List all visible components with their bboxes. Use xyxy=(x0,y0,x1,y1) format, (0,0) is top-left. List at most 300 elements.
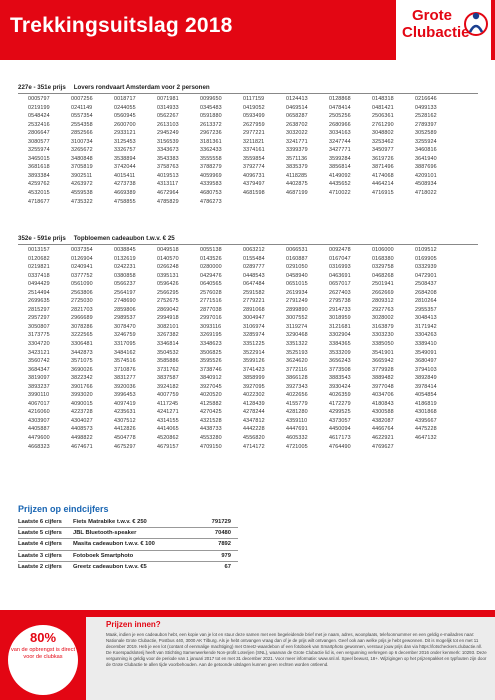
winning-number: 3285974 xyxy=(243,332,265,339)
winning-number: 4174068 xyxy=(372,172,394,179)
winning-number: 0241149 xyxy=(71,104,93,111)
winning-number: 0314933 xyxy=(157,104,179,111)
winning-number: 4067017 xyxy=(28,400,50,407)
winning-number: 4015411 xyxy=(114,172,136,179)
winning-number: 4090015 xyxy=(71,400,93,407)
winning-number: 4026359 xyxy=(329,392,351,399)
winning-number: 4668323 xyxy=(28,443,50,450)
winning-number: 0117159 xyxy=(243,96,265,102)
winning-number: 4155779 xyxy=(286,400,308,407)
winning-number: 3465015 xyxy=(28,155,50,162)
winning-number: 3858999 xyxy=(243,375,265,382)
logo-line-2: Clubactie xyxy=(402,24,470,41)
divider xyxy=(18,93,478,94)
winning-number: 2933121 xyxy=(114,130,136,137)
row-label: Laatste 2 cijfers xyxy=(18,563,62,570)
winning-number: 3052589 xyxy=(415,130,437,137)
winning-number: 0560945 xyxy=(114,113,136,120)
winning-number: 0038845 xyxy=(114,247,136,253)
winning-number: 3837587 xyxy=(157,375,179,382)
winning-number: 4679157 xyxy=(157,443,179,450)
winning-number: 4259762 xyxy=(28,181,50,188)
winning-number: 3831277 xyxy=(114,375,136,382)
winning-number: 3106974 xyxy=(243,323,265,330)
winning-number: 4395667 xyxy=(415,417,437,424)
winning-number: 2680966 xyxy=(329,121,351,128)
winning-number: 2532416 xyxy=(28,121,50,128)
winning-number: 0593499 xyxy=(243,113,265,120)
winning-number: 3779928 xyxy=(372,366,394,373)
winning-number: 2514494 xyxy=(28,289,50,296)
winning-number: 3348623 xyxy=(200,341,222,348)
winning-number: 3883543 xyxy=(329,375,351,382)
winning-number: 3977048 xyxy=(372,383,394,390)
winning-number: 2725030 xyxy=(71,298,93,305)
winning-number: 2563806 xyxy=(71,289,93,296)
winning-number: 4307512 xyxy=(114,417,136,424)
winning-number: 2505256 xyxy=(329,113,351,120)
winning-number: 3082101 xyxy=(157,323,179,330)
winning-number: 0071981 xyxy=(157,96,179,102)
eindcijfers-table xyxy=(18,517,238,572)
winning-number: 0651015 xyxy=(286,281,308,288)
winning-number: 0658287 xyxy=(286,113,308,120)
winning-number: 3543383 xyxy=(157,155,179,162)
winning-number: 3351225 xyxy=(243,341,265,348)
winning-number: 0169905 xyxy=(415,255,437,262)
winning-number: 3265672 xyxy=(71,147,93,154)
row-prize: Greetz cadeaubon t.w.v. €5 xyxy=(73,563,147,570)
winning-number: 4007759 xyxy=(157,392,179,399)
winning-number: 3423121 xyxy=(28,349,50,356)
winning-number: 0092478 xyxy=(329,247,351,253)
winning-number: 3093116 xyxy=(200,323,222,330)
winning-number: 2699635 xyxy=(28,298,50,305)
winning-number: 3241771 xyxy=(286,138,308,145)
logo-wordmark xyxy=(402,7,470,41)
winning-number: 0380858 xyxy=(114,272,136,279)
winning-number: 2891068 xyxy=(243,306,265,313)
winning-number: 3034163 xyxy=(329,130,351,137)
row-label: Laatste 5 cijfers xyxy=(18,530,62,537)
winning-number: 3560742 xyxy=(28,358,50,365)
winning-number: 2989537 xyxy=(114,315,136,322)
winning-number: 3742044 xyxy=(114,164,136,171)
winning-number: 2591582 xyxy=(243,289,265,296)
winning-number: 3690026 xyxy=(71,366,93,373)
section-prize: Topbloemen cadeaubon t.w.v. € 25 xyxy=(73,235,175,242)
winning-number: 3892849 xyxy=(415,375,437,382)
winning-number: 3374161 xyxy=(243,147,265,154)
winning-number: 0244055 xyxy=(114,104,136,111)
winning-number: 3343673 xyxy=(157,147,179,154)
winning-number: 4059969 xyxy=(200,172,222,179)
winning-number: 0126904 xyxy=(71,255,93,262)
winning-number: 2821703 xyxy=(71,306,93,313)
eindcijfers-row xyxy=(18,561,238,572)
winning-number: 0499133 xyxy=(415,104,437,111)
winning-number: 3731762 xyxy=(157,366,179,373)
winning-number: 3119274 xyxy=(286,323,308,330)
winning-number: 2789397 xyxy=(415,121,437,128)
winning-number: 4553280 xyxy=(200,435,222,442)
winning-number: 0591880 xyxy=(200,113,222,120)
winning-number: 0458940 xyxy=(286,272,308,279)
winning-number: 2869042 xyxy=(157,306,179,313)
winning-number: 3788279 xyxy=(200,164,222,171)
winning-number: 3794103 xyxy=(415,366,437,373)
winning-number: 2501941 xyxy=(372,281,394,288)
winning-number: 0037354 xyxy=(71,247,93,253)
winning-number: 2877038 xyxy=(200,306,222,313)
winning-number: 3555558 xyxy=(200,155,222,162)
winning-number: 4559538 xyxy=(71,190,93,197)
winning-number: 4504778 xyxy=(114,435,136,442)
winning-number: 0469514 xyxy=(286,104,308,111)
winning-number: 4278244 xyxy=(243,409,265,416)
winning-number: 4379497 xyxy=(243,181,265,188)
winning-number: 3665942 xyxy=(372,358,394,365)
winning-number: 3181361 xyxy=(200,138,222,145)
winning-number: 2815297 xyxy=(28,306,50,313)
winning-number: 0596426 xyxy=(157,281,179,288)
row-prize: Fotoboek Smartphoto xyxy=(73,552,134,559)
winning-number: 4718677 xyxy=(28,198,50,205)
winning-number: 4117245 xyxy=(157,400,179,407)
winning-number: 4209101 xyxy=(415,172,437,179)
winning-number: 3078286 xyxy=(71,323,93,330)
winning-number: 3619726 xyxy=(372,155,394,162)
winning-number: 0419052 xyxy=(243,104,265,111)
winning-number: 0140570 xyxy=(157,255,179,262)
winning-number: 2966689 xyxy=(71,315,93,322)
winning-number: 3585886 xyxy=(157,358,179,365)
winning-number: 2613103 xyxy=(157,121,179,128)
winning-number: 3758763 xyxy=(157,164,179,171)
winning-number: 2761290 xyxy=(372,121,394,128)
winning-number: 4520862 xyxy=(157,435,179,442)
winning-number: 2576028 xyxy=(200,289,222,296)
winning-number: 4438733 xyxy=(200,426,222,433)
winning-number: 3684347 xyxy=(28,366,50,373)
eindcijfers-row xyxy=(18,538,238,549)
winning-number: 3710876 xyxy=(114,366,136,373)
winning-number: 4408573 xyxy=(71,426,93,433)
winning-number: 4022656 xyxy=(286,392,308,399)
winning-number: 2806647 xyxy=(28,130,50,137)
winning-number: 0219821 xyxy=(28,264,50,271)
winning-number: 3574516 xyxy=(114,358,136,365)
winning-number: 3889482 xyxy=(372,375,394,382)
winning-number: 4674671 xyxy=(71,443,93,450)
winning-number: 4235631 xyxy=(114,409,136,416)
winning-number: 0657017 xyxy=(329,281,351,288)
winning-number: 3549091 xyxy=(415,349,437,356)
winning-number: 4735322 xyxy=(71,198,93,205)
winning-number: 2508437 xyxy=(415,281,437,288)
winning-number: 3173775 xyxy=(28,332,50,339)
winning-number: 3559854 xyxy=(243,155,265,162)
winning-number: 3996453 xyxy=(114,392,136,399)
winning-number: 4303907 xyxy=(28,417,50,424)
row-label: Laatste 3 cijfers xyxy=(18,552,62,559)
winning-number: 3253462 xyxy=(372,138,394,145)
winning-number: 4022302 xyxy=(243,392,265,399)
winning-number: 2945249 xyxy=(157,130,179,137)
winning-number: 0099650 xyxy=(200,96,222,102)
winning-number: 0280000 xyxy=(200,264,222,271)
winning-number: 2899890 xyxy=(286,306,308,313)
winning-number: 4687199 xyxy=(286,190,308,197)
divider xyxy=(18,244,478,245)
prize-section-1 xyxy=(18,83,478,206)
winning-number: 0647484 xyxy=(243,281,265,288)
section-header xyxy=(18,83,478,92)
eindcijfers-row xyxy=(18,527,238,538)
winning-number: 2997016 xyxy=(200,315,222,322)
winning-number: 3624620 xyxy=(286,358,308,365)
winning-number: 0561090 xyxy=(71,281,93,288)
winning-number: 4223728 xyxy=(71,409,93,416)
winning-number: 3317095 xyxy=(114,341,136,348)
winning-number: 4186819 xyxy=(415,400,437,407)
winning-number: 3741423 xyxy=(243,366,265,373)
winning-number: 4304027 xyxy=(71,417,93,424)
winning-number: 3840912 xyxy=(200,375,222,382)
winning-number: 4412826 xyxy=(114,426,136,433)
winning-number: 3362433 xyxy=(200,147,222,154)
badge-text: van de opbrengst is direct voor de clubkas xyxy=(10,647,76,660)
section-range: 352e - 591e prijs xyxy=(18,235,66,242)
winning-number: 4299525 xyxy=(329,409,351,416)
winning-number: 3302904 xyxy=(329,332,351,339)
winning-number: 2927763 xyxy=(372,306,394,313)
winning-number: 0066531 xyxy=(286,247,308,253)
winning-number: 0007256 xyxy=(71,96,93,102)
winning-number: 3705819 xyxy=(71,164,93,171)
winning-number: 4405887 xyxy=(28,426,50,433)
winning-number: 0329758 xyxy=(372,264,394,271)
winning-number: 3460816 xyxy=(415,147,437,154)
winning-number: 3571136 xyxy=(286,155,308,162)
row-label: Laatste 6 cijfers xyxy=(18,519,62,526)
winning-number: 3893237 xyxy=(28,383,50,390)
winning-number: 4617173 xyxy=(329,435,351,442)
winning-number: 2528162 xyxy=(415,113,437,120)
winning-number: 2859806 xyxy=(114,306,136,313)
winning-number: 3304263 xyxy=(415,332,437,339)
winning-number: 3738746 xyxy=(200,366,222,373)
winning-number: 4508934 xyxy=(415,181,437,188)
winning-number: 0167047 xyxy=(329,255,351,262)
winning-number: 4556820 xyxy=(243,435,265,442)
winning-number: 4321528 xyxy=(200,417,222,424)
winning-number: 2791249 xyxy=(286,298,308,305)
row-number: 67 xyxy=(224,563,231,570)
winning-number: 0377752 xyxy=(71,272,93,279)
winning-number: 3822342 xyxy=(71,375,93,382)
winning-number: 3835379 xyxy=(286,164,308,171)
winning-number: 4718022 xyxy=(415,190,437,197)
row-prize: JBL Bluetooth-speaker xyxy=(73,530,137,537)
winning-number: 4464214 xyxy=(372,181,394,188)
winning-number: 4721005 xyxy=(286,443,308,450)
winning-number: 4019513 xyxy=(157,172,179,179)
info-text: Maak, indien je een cadeaubon hebt, een kopie van je lot en stuur deze samen met een begeleidende brief met je naam, adres, woonplaats, telefoonnummer en een geldig e-mailadres naar: Nationale Grote Clubactie, Postbus 440, 3000 AK Tilburg. Als je hebt ontvangen vraag dan of je de prijs wilt ontvangen. Geef ook aan welke prijs je hebt gewonnen. Dit is mogelijk tot en met 11 december 2019. Heb je een lot (contant of eenmalige machtiging) met Greetz-waardebon of een fotoboek van Smartphoto gewonnen, verstuur jouw prijs dan via https://lotscheckers.clubactie.nl/. De Koerspadsloterij heeft van Stichting Samenwerkende Non-profit Loterijen (SNL), waarvan de Grote Clubactie lid is, een vergunning verkregen op 6 december 2016 onder kenmerk: 10293. Deze vergunning is geldig voor de periode van 1 januari 2017 tot en met 31 december 2021. Voor meer informatie: www.snl.nl. Speel bewust, 18+. Wijzigingen op het prijzenpakket en typfouten zijn door de Grote Clubactie te allen tijde voorbehouden. Aan de getoonde uitslagen kunnen geen rechten worden ontleend. xyxy=(106,632,487,668)
winning-number: 0557354 xyxy=(71,113,93,120)
winning-number: 2957297 xyxy=(28,315,50,322)
winning-number: 4180843 xyxy=(372,400,394,407)
winning-number: 3050807 xyxy=(28,323,50,330)
winning-number: 2566295 xyxy=(157,289,179,296)
winning-number: 4054854 xyxy=(415,392,437,399)
winning-number: 3246759 xyxy=(114,332,136,339)
winning-number: 0345483 xyxy=(200,104,222,111)
winning-number: 2810264 xyxy=(415,298,437,305)
winning-number: 3269195 xyxy=(200,332,222,339)
winning-number: 3211821 xyxy=(243,138,265,145)
winning-number: 0291050 xyxy=(286,264,308,271)
winning-number: 3004947 xyxy=(243,315,265,322)
winning-number: 4314155 xyxy=(157,417,179,424)
winning-number: 0013157 xyxy=(28,247,50,253)
winning-number: 0429476 xyxy=(200,272,222,279)
winning-number: 4450094 xyxy=(329,426,351,433)
winning-number: 3484162 xyxy=(114,349,136,356)
winning-number: 0266248 xyxy=(157,264,179,271)
row-label: Laatste 4 cijfers xyxy=(18,541,62,548)
winning-number: 2977221 xyxy=(243,130,265,137)
winning-number: 3525193 xyxy=(286,349,308,356)
winning-number: 2795738 xyxy=(329,298,351,305)
row-prize: Masita cadeaubon t.w.v. € 100 xyxy=(73,541,155,548)
winning-number: 3048802 xyxy=(372,130,394,137)
winning-number: 3100734 xyxy=(71,138,93,145)
winning-number: 4270425 xyxy=(200,409,222,416)
winning-number: 4709150 xyxy=(200,443,222,450)
winning-number: 4313117 xyxy=(157,181,179,188)
winning-number: 4149092 xyxy=(329,172,351,179)
winning-number: 2752675 xyxy=(157,298,179,305)
winning-number: 3346814 xyxy=(157,341,179,348)
winning-number: 2994918 xyxy=(157,315,179,322)
winning-number: 0155484 xyxy=(243,255,265,262)
winning-number: 3078470 xyxy=(114,323,136,330)
winning-number: 4786273 xyxy=(200,198,222,205)
winning-number: 3306481 xyxy=(71,341,93,348)
winning-number: 0128868 xyxy=(329,96,351,102)
winning-numbers-grid xyxy=(18,95,478,206)
winning-number: 0640565 xyxy=(200,281,222,288)
section-prize: Lovers rondvaart Amsterdam voor 2 personen xyxy=(73,84,210,91)
winning-number: 4714172 xyxy=(243,443,265,450)
row-number: 979 xyxy=(221,552,231,559)
winning-number: 3290468 xyxy=(286,332,308,339)
winning-number: 4301868 xyxy=(415,409,437,416)
winning-number: 3927343 xyxy=(286,383,308,390)
row-number: 7892 xyxy=(218,541,231,548)
winning-number: 3924182 xyxy=(157,383,179,390)
winning-number: 2627403 xyxy=(329,289,351,296)
row-number: 70480 xyxy=(214,530,231,537)
winning-number: 4281280 xyxy=(286,409,308,416)
winning-number: 3255924 xyxy=(415,138,437,145)
winning-number: 0063212 xyxy=(243,247,265,253)
winning-number: 3893384 xyxy=(28,172,50,179)
winning-number: 0478414 xyxy=(329,104,351,111)
winning-number: 4097419 xyxy=(114,400,136,407)
winning-number: 0316993 xyxy=(329,264,351,271)
winning-number: 3792774 xyxy=(243,164,265,171)
winning-number: 3595526 xyxy=(200,358,222,365)
winning-number: 2619934 xyxy=(286,289,308,296)
grote-clubactie-logo xyxy=(396,0,491,66)
winning-number: 4263972 xyxy=(71,181,93,188)
winning-number: 3384365 xyxy=(329,341,351,348)
row-prize: Fiets Matrabike t.w.v. € 250 xyxy=(73,519,147,526)
winning-number: 4300588 xyxy=(372,409,394,416)
winning-number: 4172279 xyxy=(329,400,351,407)
winning-number: 3427771 xyxy=(329,147,351,154)
winning-number: 4672964 xyxy=(157,190,179,197)
winning-number: 3032022 xyxy=(286,130,308,137)
winning-number: 3506825 xyxy=(200,349,222,356)
winning-number: 4020520 xyxy=(200,392,222,399)
winning-number: 4785829 xyxy=(157,198,179,205)
logo-line-1: Grote xyxy=(411,7,452,24)
winning-number: 2914733 xyxy=(329,306,351,313)
winning-number: 3902511 xyxy=(71,172,93,179)
winning-number: 3399379 xyxy=(286,147,308,154)
winning-number: 4034706 xyxy=(372,392,394,399)
winning-number: 4475228 xyxy=(415,426,437,433)
winning-number: 3125453 xyxy=(114,138,136,145)
winning-number: 3641940 xyxy=(415,155,437,162)
winning-number: 4414065 xyxy=(157,426,179,433)
winning-number: 3442873 xyxy=(71,349,93,356)
winning-number: 3255974 xyxy=(28,147,50,154)
winning-number: 0120682 xyxy=(28,255,50,262)
winning-number: 3656243 xyxy=(329,358,351,365)
winning-number: 3304720 xyxy=(28,341,50,348)
winning-number: 3504532 xyxy=(157,349,179,356)
winning-number: 3538894 xyxy=(114,155,136,162)
winning-number: 0049518 xyxy=(157,247,179,253)
winning-number: 0242231 xyxy=(114,264,136,271)
winning-number: 0055138 xyxy=(200,247,222,253)
winning-number: 0168380 xyxy=(372,255,394,262)
winning-number: 0332939 xyxy=(415,264,437,271)
winning-number: 4622921 xyxy=(372,435,394,442)
winning-number: 0472901 xyxy=(415,272,437,279)
winning-number: 3866128 xyxy=(286,375,308,382)
winning-number: 4681598 xyxy=(243,190,265,197)
winning-number: 4273738 xyxy=(114,181,136,188)
winning-number: 4605332 xyxy=(286,435,308,442)
winning-number: 3901766 xyxy=(71,383,93,390)
winning-number: 4359110 xyxy=(286,417,308,424)
winning-number: 0337418 xyxy=(28,272,50,279)
winning-number: 4498822 xyxy=(71,435,93,442)
winning-number: 3871496 xyxy=(372,164,394,171)
winning-number: 3571075 xyxy=(71,358,93,365)
winning-number: 2554358 xyxy=(71,121,93,128)
winning-number: 4758855 xyxy=(114,198,136,205)
winning-number: 4769627 xyxy=(372,443,394,450)
winning-number: 2506361 xyxy=(372,113,394,120)
winning-number: 2967236 xyxy=(200,130,222,137)
winning-number: 3303230 xyxy=(372,332,394,339)
